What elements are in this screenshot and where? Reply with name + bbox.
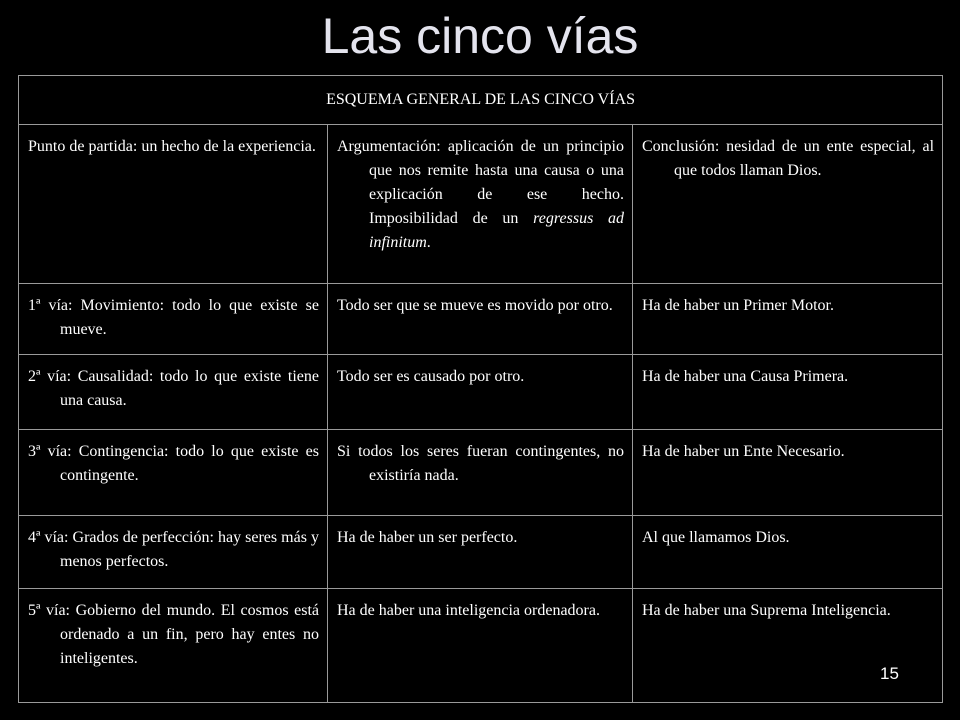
conclusion-cell — [633, 125, 943, 284]
way-text: 3ª vía: Contingencia: todo lo que existe es contingente. — [28, 443, 319, 484]
way-cell — [19, 355, 328, 430]
table-row — [19, 516, 943, 589]
conclusion-cell — [633, 516, 943, 589]
way-cell — [19, 284, 328, 355]
conclusion-cell — [633, 430, 943, 516]
conclusion-text: Ha de haber un Primer Motor. — [642, 297, 834, 314]
five-ways-table — [18, 75, 943, 703]
argument-text: Ha de haber una inteligencia ordenadora. — [337, 602, 600, 619]
table-header: ESQUEMA GENERAL DE LAS CINCO VÍAS — [19, 76, 943, 125]
table-row — [19, 589, 943, 703]
way-cell — [19, 589, 328, 703]
argument-text — [337, 135, 624, 255]
table-row-intro — [19, 125, 943, 284]
conclusion-cell — [633, 355, 943, 430]
argument-text: Todo ser es causado por otro. — [337, 368, 525, 385]
argument-text: Todo ser que se mueve es movido por otro. — [337, 297, 613, 314]
way-cell — [19, 516, 328, 589]
way-text: 4ª vía: Grados de perfección: hay seres más y menos perfectos. — [28, 529, 319, 570]
argument-cell — [328, 355, 633, 430]
conclusion-text: Ha de haber una Suprema Inteligencia. — [642, 602, 891, 619]
page-number: 15 — [880, 664, 899, 683]
argument-cell — [328, 125, 633, 284]
way-text: 2ª vía: Causalidad: todo lo que existe tiene una causa. — [28, 368, 319, 409]
table-row — [19, 284, 943, 355]
conclusion-cell — [633, 589, 943, 703]
table-row — [19, 355, 943, 430]
starting-point-text: Punto de partida: un hecho de la experiencia. — [28, 138, 316, 155]
conclusion-text: Ha de haber una Causa Primera. — [642, 368, 849, 385]
argument-text-italic: regressus ad infinitum — [369, 210, 625, 251]
conclusion-text: Conclusión: nesidad de un ente especial, al que todos llaman Dios. — [642, 138, 935, 179]
argument-text-main: Argumentación: aplicación de un principio que nos remite hasta una causa o una explicación de ese hecho. Imposibilidad de un — [337, 138, 624, 227]
slide-title: Las cinco vías — [321, 8, 639, 64]
argument-text-end: . — [426, 234, 431, 251]
conclusion-text: Ha de haber un Ente Necesario. — [642, 443, 845, 460]
table-row — [19, 430, 943, 516]
way-text: 1ª vía: Movimiento: todo lo que existe se mueve. — [28, 297, 319, 338]
argument-text: Si todos los seres fueran contingentes, no existiría nada. — [337, 443, 624, 484]
argument-cell — [328, 430, 633, 516]
argument-cell — [328, 284, 633, 355]
way-cell — [19, 430, 328, 516]
conclusion-text: Al que llamamos Dios. — [642, 529, 790, 546]
argument-cell — [328, 589, 633, 703]
starting-point-cell — [19, 125, 328, 284]
table-header-row — [19, 76, 943, 125]
argument-text: Ha de haber un ser perfecto. — [337, 529, 518, 546]
argument-cell — [328, 516, 633, 589]
way-text: 5ª vía: Gobierno del mundo. El cosmos está ordenado a un fin, pero hay entes no inteligentes. — [28, 602, 319, 667]
conclusion-cell — [633, 284, 943, 355]
